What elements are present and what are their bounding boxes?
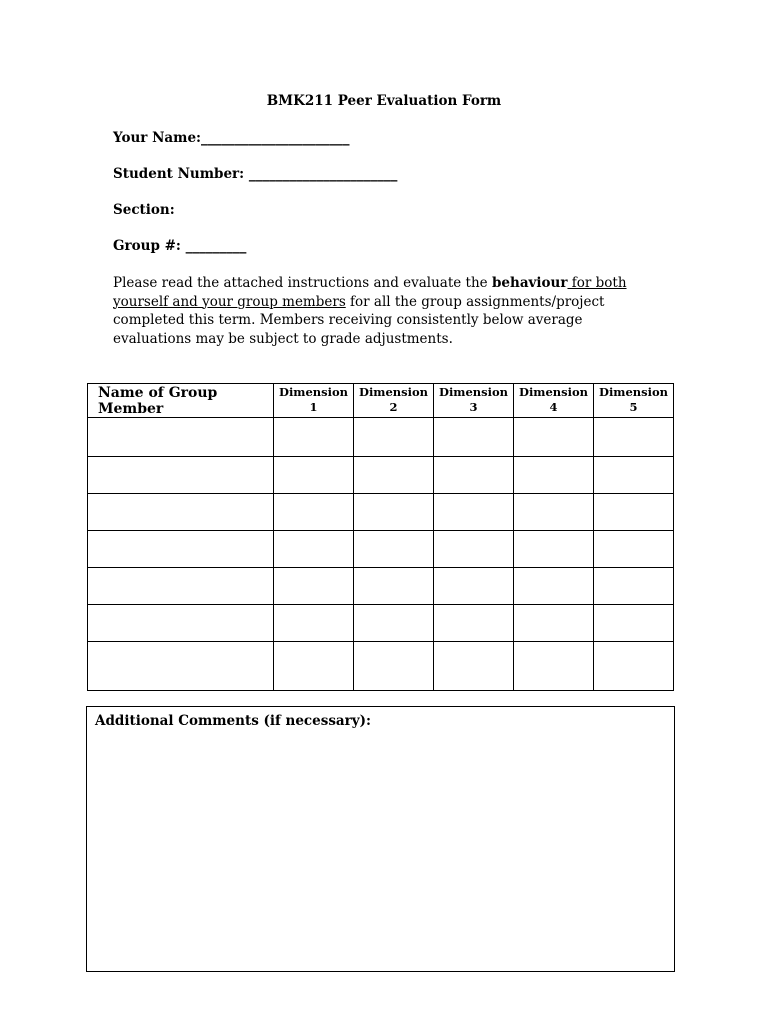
dimension-1-cell[interactable] [274,531,354,568]
member-name-cell[interactable] [88,418,274,457]
group-number-label: Group #: [113,238,186,254]
your-name-blank[interactable]: ______________________ [201,130,350,146]
student-number-blank[interactable]: ______________________ [248,166,398,182]
form-title: BMK211 Peer Evaluation Form [266,93,502,109]
dimension-1-cell[interactable] [274,605,354,642]
dimension-2-cell[interactable] [354,457,434,494]
section-field [113,202,175,218]
instructions-underlined-text: for both yourself and your group members [113,275,627,310]
table-header-row [88,384,674,418]
dimension-3-cell[interactable] [434,494,514,531]
student-number-label: Student Number: [113,166,249,182]
dimension-3-cell[interactable] [434,457,514,494]
member-name-cell[interactable] [88,568,274,605]
dimension-5-cell[interactable] [594,418,674,457]
dimension-2-cell[interactable] [354,605,434,642]
instructions-bold-behaviour: behaviour [491,275,568,291]
dimension-5-cell[interactable] [594,642,674,691]
additional-comments-label: Additional Comments (if necessary): [95,713,372,729]
group-number-field [113,238,246,254]
dimension-1-cell[interactable] [274,568,354,605]
table-row [88,642,674,691]
dimension-4-header: Dimension 4 [514,384,594,418]
dimension-3-cell[interactable] [434,531,514,568]
dimension-5-cell[interactable] [594,568,674,605]
dimension-5-cell[interactable] [594,457,674,494]
table-row [88,494,674,531]
dimension-3-cell[interactable] [434,568,514,605]
group-number-blank[interactable]: _________ [185,238,247,254]
dimension-3-cell[interactable] [434,642,514,691]
dimension-1-cell[interactable] [274,494,354,531]
additional-comments-box[interactable] [86,706,675,972]
student-number-field [113,166,397,182]
dimension-5-header: Dimension 5 [594,384,674,418]
peer-evaluation-table [87,383,674,691]
dimension-2-header: Dimension 2 [354,384,434,418]
table-row [88,605,674,642]
member-name-cell[interactable] [88,494,274,531]
dimension-4-cell[interactable] [514,568,594,605]
dimension-4-cell[interactable] [514,457,594,494]
instructions-paragraph [113,274,658,348]
your-name-field [113,130,350,146]
dimension-4-cell[interactable] [514,531,594,568]
dimension-2-cell[interactable] [354,494,434,531]
table-row [88,531,674,568]
member-name-cell[interactable] [88,605,274,642]
name-column-header: Name of Group Member [88,384,274,418]
dimension-4-cell[interactable] [514,418,594,457]
member-name-cell[interactable] [88,457,274,494]
instructions-text-1: Please read the attached instructions and evaluate the [113,275,492,291]
dimension-2-cell[interactable] [354,418,434,457]
table-row [88,418,674,457]
dimension-1-cell[interactable] [274,457,354,494]
dimension-2-cell[interactable] [354,568,434,605]
section-label: Section: [113,202,175,218]
dimension-4-cell[interactable] [514,642,594,691]
your-name-label: Your Name: [113,130,202,146]
member-name-cell[interactable] [88,531,274,568]
dimension-4-cell[interactable] [514,494,594,531]
dimension-3-cell[interactable] [434,605,514,642]
dimension-1-cell[interactable] [274,642,354,691]
table-row [88,457,674,494]
dimension-3-header: Dimension 3 [434,384,514,418]
dimension-1-cell[interactable] [274,418,354,457]
dimension-5-cell[interactable] [594,605,674,642]
dimension-3-cell[interactable] [434,418,514,457]
dimension-5-cell[interactable] [594,531,674,568]
dimension-2-cell[interactable] [354,531,434,568]
dimension-5-cell[interactable] [594,494,674,531]
member-name-cell[interactable] [88,642,274,691]
dimension-2-cell[interactable] [354,642,434,691]
table-row [88,568,674,605]
instructions-text-2: for all the group assignments/project completed this term. Members receiving consistently below average evaluations may be subject to grade adjustments. [113,293,605,347]
dimension-4-cell[interactable] [514,605,594,642]
dimension-1-header: Dimension 1 [274,384,354,418]
